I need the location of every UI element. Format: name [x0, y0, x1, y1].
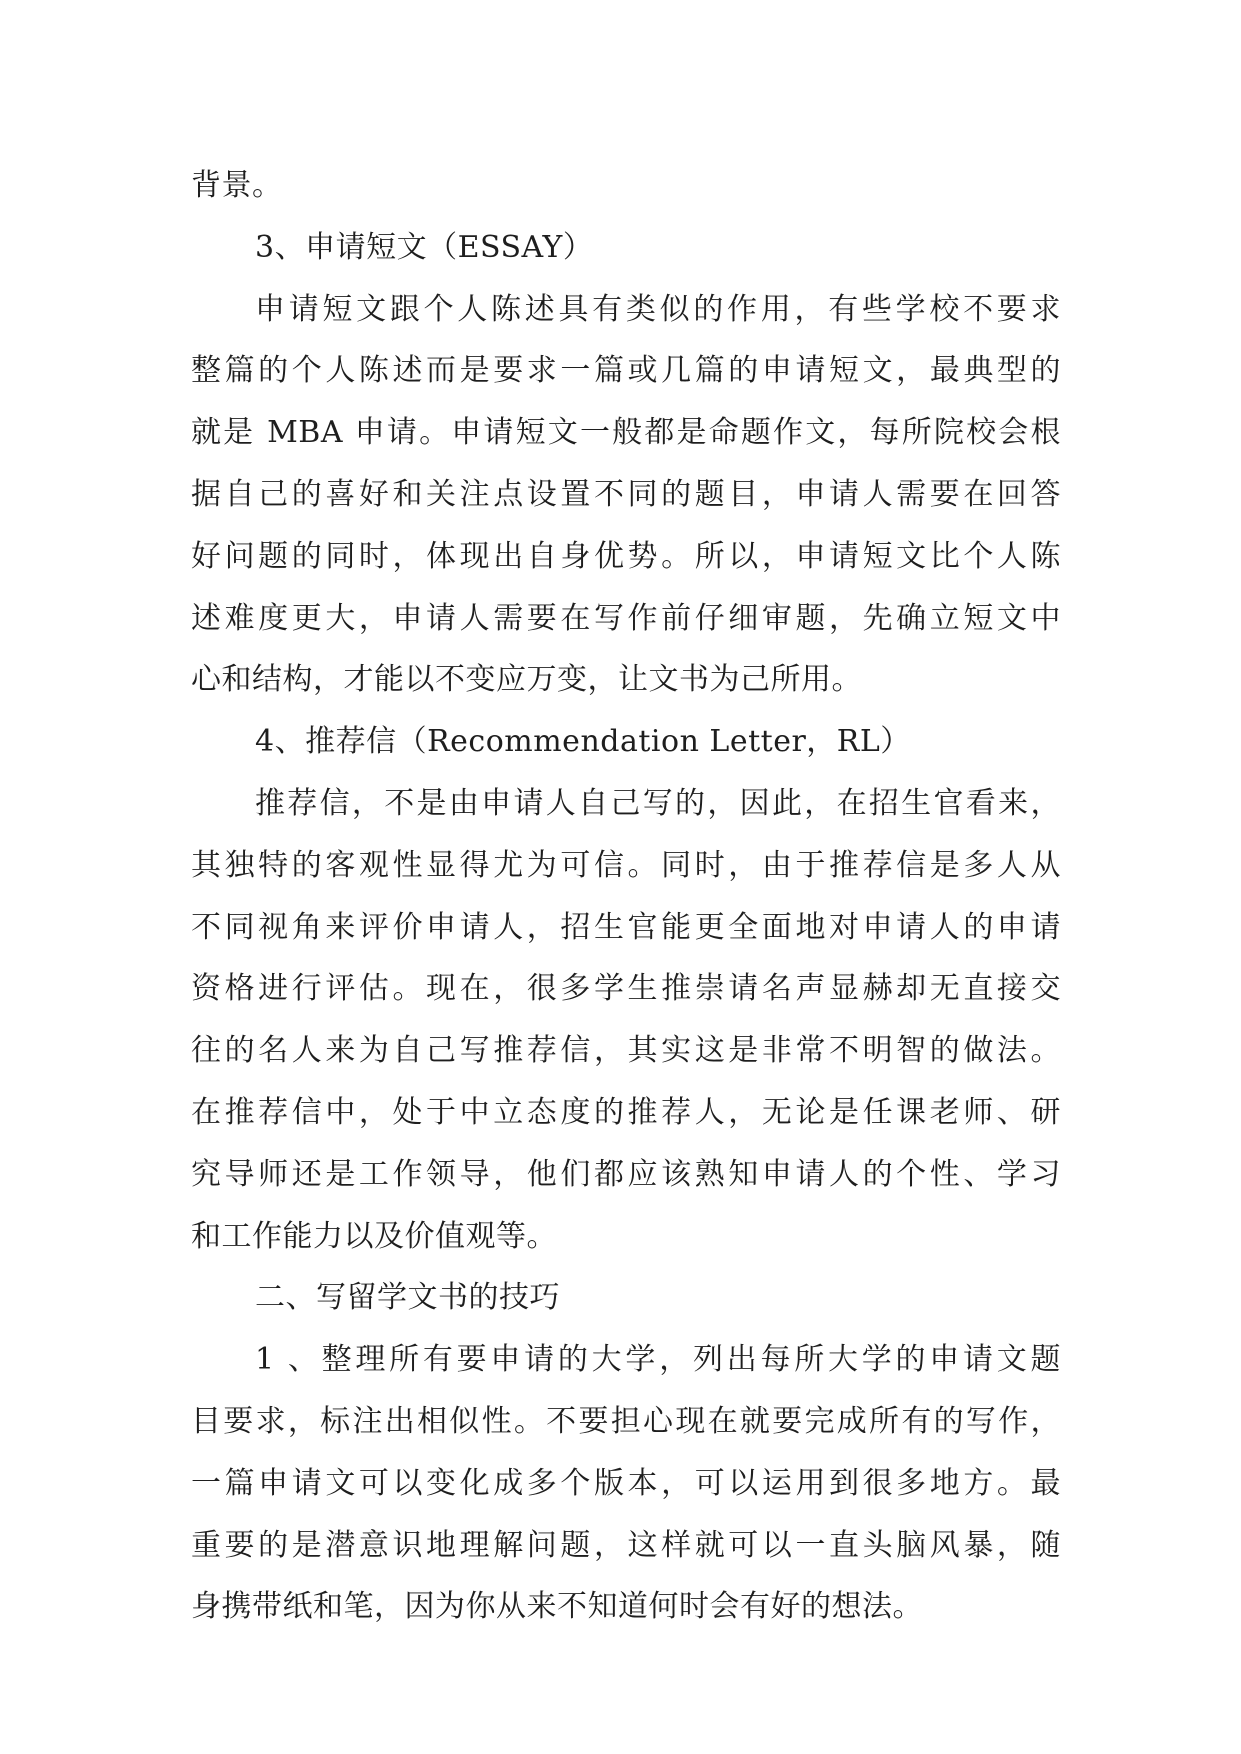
- text-line: 其独特的客观性显得尤为可信。同时，由于推荐信是多人从: [191, 847, 1061, 883]
- text-line: 资格进行评估。现在，很多学生推崇请名声显赫却无直接交: [191, 971, 1061, 1007]
- text-line: 重要的是潜意识地理解问题，这样就可以一直头脑风暴，随: [191, 1527, 1061, 1563]
- text-line: 1 、整理所有要申请的大学，列出每所大学的申请文题: [255, 1342, 1061, 1378]
- text-line: 一篇申请文可以变化成多个版本，可以运用到很多地方。最: [191, 1465, 1061, 1501]
- text-line: 推荐信，不是由申请人自己写的，因此，在招生官看来，: [255, 785, 1061, 821]
- text-line: 述难度更大，申请人需要在写作前仔细审题，先确立短文中: [191, 600, 1061, 636]
- text-line: 往的名人来为自己写推荐信，其实这是非常不明智的做法。: [191, 1033, 1061, 1069]
- text-line: 和工作能力以及价值观等。: [191, 1218, 557, 1254]
- text-line: 不同视角来评价申请人，招生官能更全面地对申请人的申请: [191, 909, 1061, 945]
- text-line: 据自己的喜好和关注点设置不同的题目，申请人需要在回答: [191, 476, 1061, 512]
- document-body: [191, 155, 1061, 1638]
- text-line: 背景。: [191, 168, 283, 203]
- text-line: 整篇的个人陈述而是要求一篇或几篇的申请短文，最典型的: [191, 353, 1061, 389]
- text-line: 就是 MBA 申请。申请短文一般都是命题作文，每所院校会根: [191, 415, 1061, 451]
- section-heading: 4、推荐信（Recommendation Letter，RL）: [255, 724, 911, 760]
- text-line: 在推荐信中，处于中立态度的推荐人，无论是任课老师、研: [191, 1094, 1061, 1130]
- text-line: 目要求，标注出相似性。不要担心现在就要完成所有的写作，: [191, 1403, 1061, 1439]
- text-line: 身携带纸和笔，因为你从来不知道何时会有好的想法。: [191, 1589, 923, 1625]
- text-line: 究导师还是工作领导，他们都应该熟知申请人的个性、学习: [191, 1156, 1061, 1192]
- text-line: 心和结构，才能以不变应万变，让文书为己所用。: [191, 662, 862, 698]
- section-heading: 二、写留学文书的技巧: [255, 1280, 560, 1316]
- text-line: 好问题的同时，体现出自身优势。所以，申请短文比个人陈: [191, 538, 1061, 574]
- text-line: 申请短文跟个人陈述具有类似的作用，有些学校不要求: [255, 291, 1061, 327]
- section-heading: 3、申请短文（ESSAY）: [255, 229, 594, 265]
